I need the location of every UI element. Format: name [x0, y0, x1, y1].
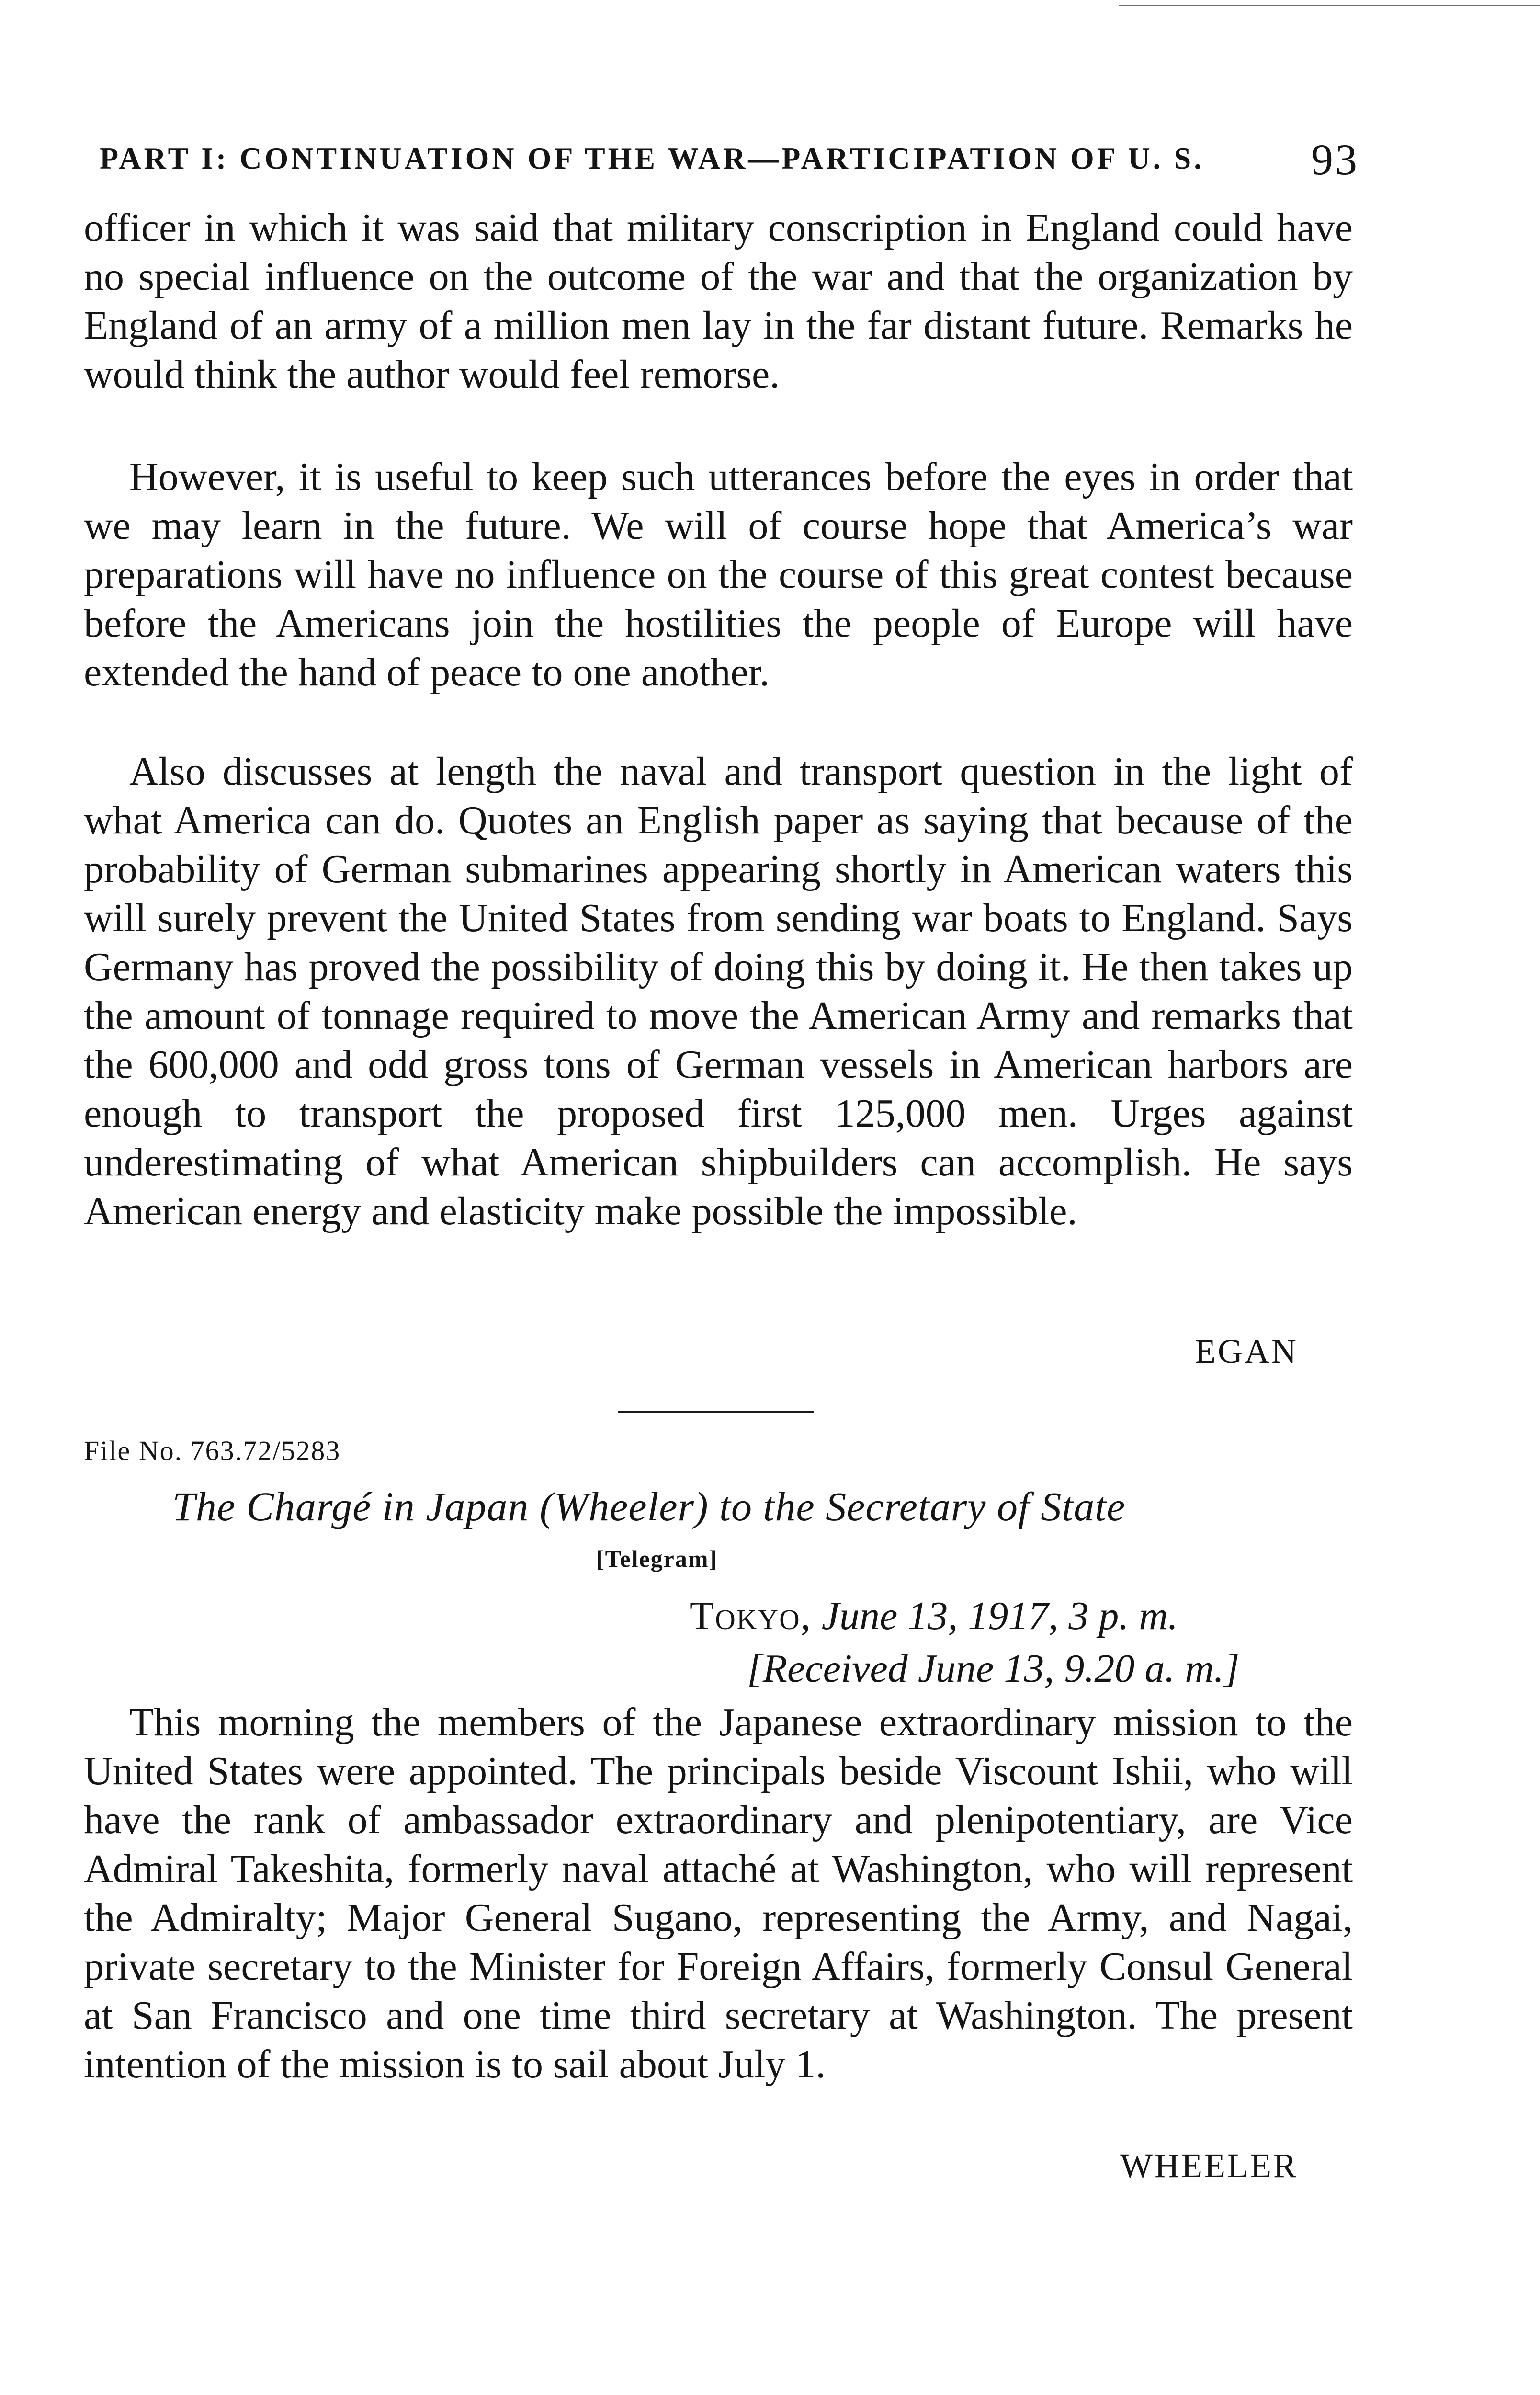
paragraph-utterances: [84, 453, 1353, 697]
scan-edge-line: [1119, 5, 1540, 6]
paragraph-text: Also discusses at length the naval and transport question in the light of what America can do. Quotes an English paper as saying that because of the probability of German submarines appearing shortly in American waters this will surely prevent the United States from sending war boats to England. Says Germany has proved the possibility of doing this by doing it. He then takes up the amount of tonnage required to move the American Army and remarks that the 600,000 and odd gross tons of German vessels in American harbors are enough to transport the proposed first 125,000 men. Urges against underestimating of what American shipbuilders can accomplish. He says American energy and elasticity make possible the impossible.: [84, 749, 1353, 1233]
running-head-title: PART I: CONTINUATION OF THE WAR—PARTICIPATION OF U. S.: [100, 141, 1205, 175]
paragraph-continuation: [84, 204, 1353, 399]
section-divider: [618, 1411, 814, 1413]
telegram-body: [84, 1698, 1353, 2089]
paragraph-text: However, it is useful to keep such utterances before the eyes in order that we may learn in the future. We will of course hope that America’s war preparations will have no influence on the course of this great contest because before the Americans join the hostilities the people of Europe will have extended the hand of peace to one another.: [84, 455, 1353, 695]
paragraph-transport: [84, 747, 1353, 1236]
received-line: [Received June 13, 9.20 a. m.]: [747, 1646, 1240, 1691]
dateline-place: Tokyo,: [690, 1594, 812, 1638]
telegram-label: [Telegram]: [596, 1545, 718, 1572]
signature-wheeler: WHEELER: [1120, 2146, 1298, 2185]
signature-egan: EGAN: [1195, 1332, 1298, 1370]
dateline: [690, 1593, 1178, 1639]
file-number: File No. 763.72/5283: [84, 1435, 341, 1466]
paragraph-text: officer in which it was said that military conscription in England could have no special influence on the outcome of the war and that the organization by England of an army of a million men lay in the far distant future. Remarks he would think the author would feel remorse.: [84, 205, 1353, 397]
running-head: [100, 134, 1359, 187]
paragraph-text: This morning the members of the Japanese extraordinary mission to the United States were appointed. The principals beside Viscount Ishii, who will have the rank of ambassador extraordinary and plenipotentiary, are Vice Admiral Takeshita, formerly naval attaché at Washington, who will represent the Admiralty; Major General Sugano, representing the Army, and Nagai, private secretary to the Minister for Foreign Affairs, formerly Consul General at San Francisco and one time third secretary at Washington. The present intention of the mission is to sail about July 1.: [84, 1700, 1353, 2087]
page-number: 93: [1311, 135, 1359, 184]
dateline-date: June 13, 1917, 3 p. m.: [821, 1594, 1178, 1638]
document-title: The Chargé in Japan (Wheeler) to the Secretary of State: [172, 1483, 1126, 1529]
